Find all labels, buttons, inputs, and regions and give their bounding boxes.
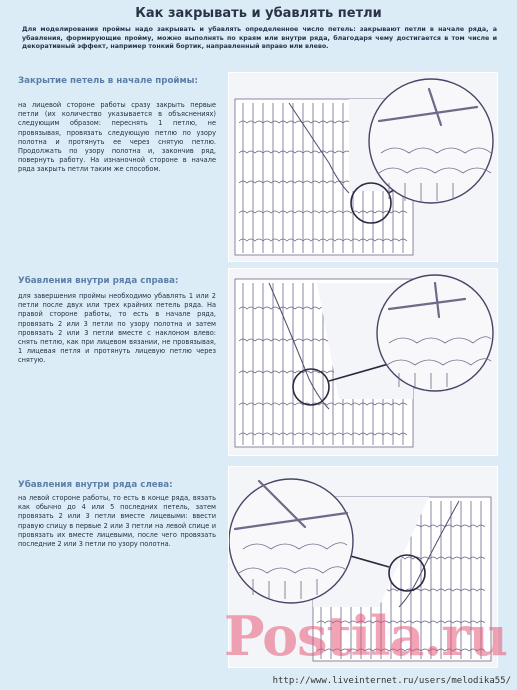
section-2-heading: Убавления внутри ряда справа:	[18, 276, 179, 286]
section-1-body: на лицевой стороне работы сразу закрыть первые петли (их количество указывается в объяснениях) следующим образом: переснять 1 петлю, не провязывая, провязать следующую петлю по узору полотна и протянуть ее через снятую петлю. Продолжать по узору полотна и, закончив ряд, повернуть работу. На изнаночной стороне в начале ряда закрыть петли таким же способом.	[18, 101, 216, 174]
section-3-heading: Убавления внутри ряда слева:	[18, 480, 173, 490]
magnified-detail-3	[229, 479, 353, 603]
intro-paragraph: Для моделирования проймы надо закрывать и убавлять определенное число петель: закрывают петли в начале ряда, а убавления, формирующие пройму, можно выполнять по краям или внутри ряда, благодаря чему достигается в том числе и декоративный эффект, например тонкий бортик, направленный вправо или влево.	[22, 26, 497, 51]
figure-right-decrease-illustration	[228, 268, 498, 456]
source-url[interactable]: http://www.liveinternet.ru/users/melodika55/	[272, 676, 511, 686]
knitting-diagram-2	[229, 269, 497, 455]
knitting-diagram-1	[229, 73, 497, 261]
section-2-body: для завершения проймы необходимо убавлять 1 или 2 петли после двух или трех крайних петель ряда. На правой стороне работы, то есть в начале ряда, провязать 2 или 3 петли по узору полотна и затем провязать 2 или 3 петли вместе с наклоном влево: снять петлю, как при лицевом вязании, не провязывая, 1 лицевая петля и протянуть лицевую петлю через снятую.	[18, 292, 216, 365]
magnified-detail-2	[377, 275, 493, 391]
watermark-logo: Postila.ru	[223, 604, 507, 668]
page-title: Как закрывать и убавлять петли	[135, 6, 382, 21]
section-3-body: на левой стороне работы, то есть в конце ряда, вязать как обычно до 4 или 5 последних петель, затем провязать 2 или 3 петли вместе лицевыми: ввести правую спицу в первые 2 или 3 петли на левой спице и провязать их вместе лицевыми, после чего провязать последние 2 или 3 петли по узору полотна.	[18, 494, 216, 549]
magnified-detail-1	[369, 79, 493, 203]
figure-bind-off-illustration	[228, 72, 498, 262]
section-1-heading: Закрытие петель в начале проймы:	[18, 76, 198, 86]
